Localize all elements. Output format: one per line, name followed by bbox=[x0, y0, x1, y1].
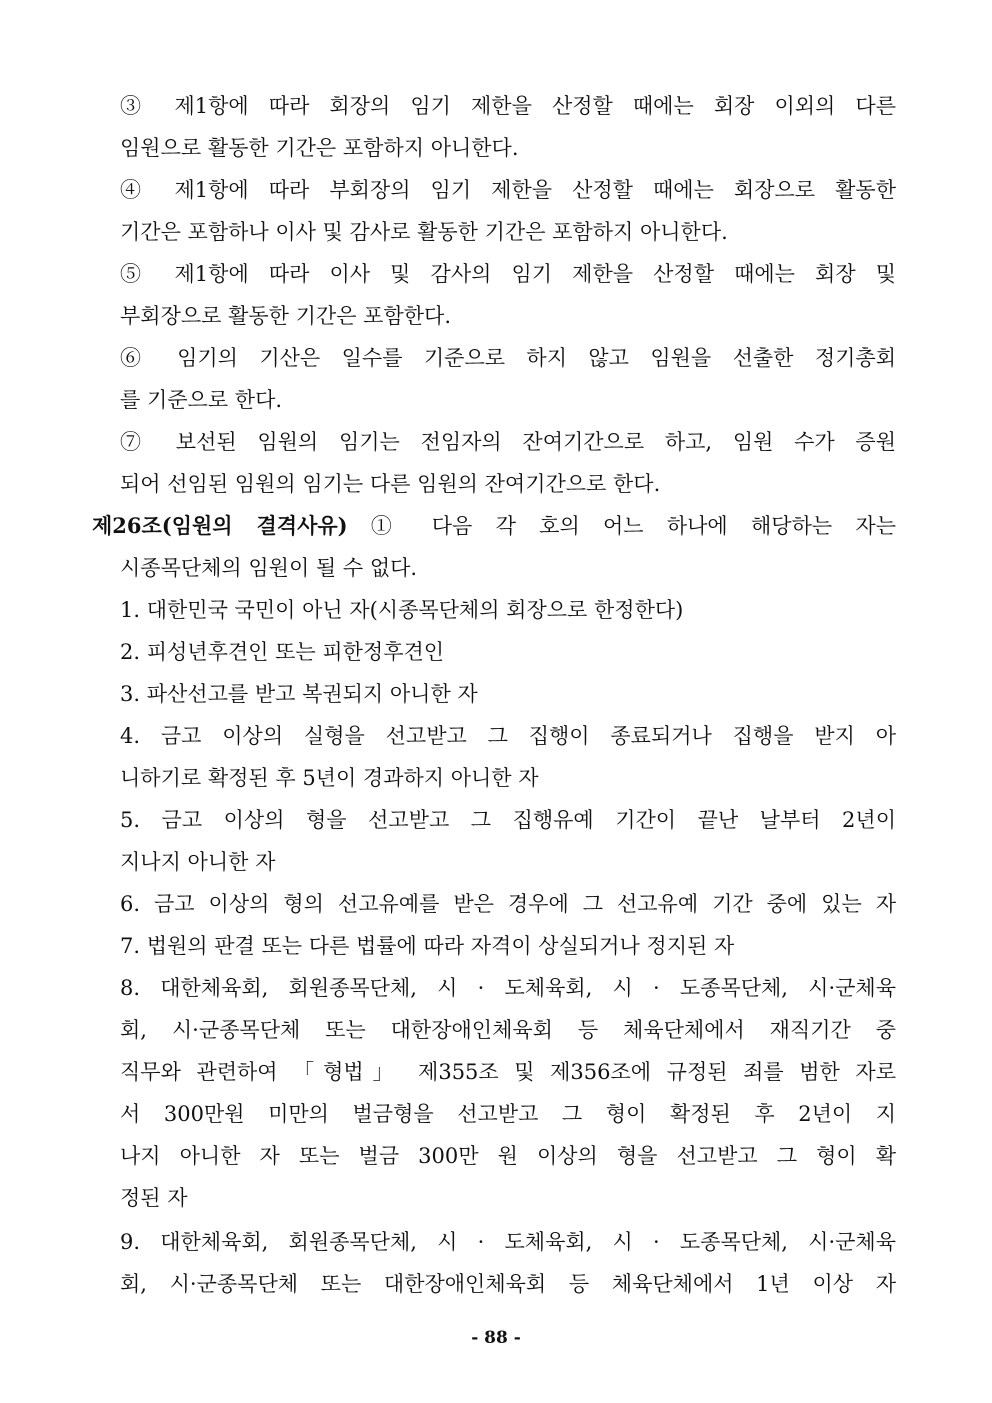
paragraph-4-line-1: ④ 제1항에 따라 부회장의 임기 제한을 산정할 때에는 회장으로 활동한 bbox=[120, 178, 896, 202]
paragraph-3-line-2: 임원으로 활동한 기간은 포함하지 아니한다. bbox=[120, 136, 519, 160]
item-8-line-1: 8. 대한체육회, 회원종목단체, 시 · 도체육회, 시 · 도종목단체, 시·군체육 bbox=[120, 976, 896, 1000]
page-number: - 88 - bbox=[471, 1328, 521, 1348]
item-3: 3. 파산선고를 받고 복권되지 아니한 자 bbox=[120, 682, 478, 706]
item-2: 2. 피성년후견인 또는 피한정후견인 bbox=[120, 640, 445, 664]
paragraph-7-line-2: 되어 선임된 임원의 임기는 다른 임원의 잔여기간으로 한다. bbox=[120, 472, 661, 496]
item-5-line-1: 5. 금고 이상의 형을 선고받고 그 집행유예 기간이 끝난 날부터 2년이 bbox=[120, 808, 896, 832]
article-heading: 제26조(임원의 결격사유) bbox=[92, 513, 348, 538]
item-4-line-2: 니하기로 확정된 후 5년이 경과하지 아니한 자 bbox=[120, 766, 539, 790]
item-8-line-6: 정된 자 bbox=[120, 1186, 188, 1210]
item-9-line-1: 9. 대한체육회, 회원종목단체, 시 · 도체육회, 시 · 도종목단체, 시·군체육 bbox=[120, 1230, 896, 1254]
item-8-line-5: 나지 아니한 자 또는 벌금 300만 원 이상의 형을 선고받고 그 형이 확 bbox=[120, 1144, 896, 1168]
paragraph-6-line-2: 를 기준으로 한다. bbox=[120, 388, 283, 412]
paragraph-6-line-1: ⑥ 임기의 기산은 일수를 기준으로 하지 않고 임원을 선출한 정기총회 bbox=[120, 346, 896, 370]
paragraph-7-line-1: ⑦ 보선된 임원의 임기는 전임자의 잔여기간으로 하고, 임원 수가 증원 bbox=[120, 430, 896, 454]
item-7: 7. 법원의 판결 또는 다른 법률에 따라 자격이 상실되거나 정지된 자 bbox=[120, 934, 735, 958]
item-8-line-2: 회, 시·군종목단체 또는 대한장애인체육회 등 체육단체에서 재직기간 중 bbox=[120, 1018, 896, 1042]
item-5-line-2: 지나지 아니한 자 bbox=[120, 850, 276, 874]
article-26-heading-line bbox=[92, 506, 896, 546]
paragraph-4-line-2: 기간은 포함하나 이사 및 감사로 활동한 기간은 포함하지 아니한다. bbox=[120, 220, 728, 244]
item-9-line-2: 회, 시·군종목단체 또는 대한장애인체육회 등 체육단체에서 1년 이상 자 bbox=[120, 1272, 896, 1296]
item-8-line-4: 서 300만원 미만의 벌금형을 선고받고 그 형이 확정된 후 2년이 지 bbox=[120, 1102, 896, 1126]
item-8-line-3: 직무와 관련하여 「형법」 제355조 및 제356조에 규정된 죄를 범한 자로 bbox=[120, 1060, 896, 1084]
item-4-line-1: 4. 금고 이상의 실형을 선고받고 그 집행이 종료되거나 집행을 받지 아 bbox=[120, 724, 896, 748]
article-26-clause-1-start: ① 다음 각 호의 어느 하나에 해당하는 자는 bbox=[370, 514, 896, 538]
item-1: 1. 대한민국 국민이 아닌 자(시종목단체의 회장으로 한정한다) bbox=[120, 598, 684, 622]
item-6: 6. 금고 이상의 형의 선고유예를 받은 경우에 그 선고유예 기간 중에 있는 자 bbox=[120, 892, 896, 916]
paragraph-5-line-1: ⑤ 제1항에 따라 이사 및 감사의 임기 제한을 산정할 때에는 회장 및 bbox=[120, 262, 896, 286]
paragraph-3-line-1: ③ 제1항에 따라 회장의 임기 제한을 산정할 때에는 회장 이외의 다른 bbox=[120, 94, 896, 118]
article-26-line-2: 시종목단체의 임원이 될 수 없다. bbox=[120, 556, 418, 580]
paragraph-5-line-2: 부회장으로 활동한 기간은 포함한다. bbox=[120, 304, 451, 328]
